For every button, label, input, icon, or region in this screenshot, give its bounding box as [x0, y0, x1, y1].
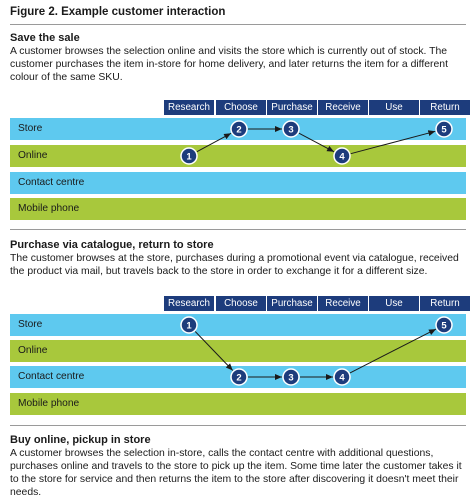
flow-arrow: [197, 133, 231, 151]
stage-choose: Choose: [216, 100, 266, 115]
step-number: 5: [441, 124, 447, 136]
step-number: 2: [236, 372, 242, 384]
stage-use: Use: [369, 296, 419, 311]
scenario-1-lane-contact-centre: Contact centre: [10, 172, 466, 194]
flow-arrow: [350, 329, 436, 373]
stage-receive: Receive: [318, 100, 368, 115]
figure-title: Figure 2. Example customer interaction: [10, 6, 226, 18]
step-number: 3: [288, 124, 294, 136]
scenario-1-lane-online: Online: [10, 145, 466, 167]
stage-receive: Receive: [318, 296, 368, 311]
scenario-3-title: Buy online, pickup in store: [10, 434, 151, 446]
stage-return: Return: [420, 296, 470, 311]
scenario-2-lane-mobile-phone: Mobile phone: [10, 393, 466, 415]
flow-arrow: [299, 133, 334, 152]
stage-choose: Choose: [216, 296, 266, 311]
scenario-1-title: Save the sale: [10, 32, 80, 44]
step-number: 3: [288, 372, 294, 384]
flow-arrow: [195, 331, 233, 370]
scenario-2-description: The customer browses at the store, purchases during a promotional event via catalogue, received the product via mail, but travels back to the store in order to exchange it for a different size.: [10, 253, 459, 277]
stage-return: Return: [420, 100, 470, 115]
section-divider: [10, 229, 466, 230]
scenario-2-lane-contact-centre: Contact centre: [10, 366, 466, 388]
step-number: 4: [339, 151, 345, 163]
scenario-2-lane-online: Online: [10, 340, 466, 362]
scenario-2-title: Purchase via catalogue, return to store: [10, 239, 214, 251]
stage-research: Research: [164, 296, 214, 311]
flow-arrow: [351, 131, 436, 153]
scenario-2-journey-flow: [0, 296, 476, 426]
stage-purchase: Purchase: [267, 100, 317, 115]
step-number: 1: [186, 151, 192, 163]
stage-purchase: Purchase: [267, 296, 317, 311]
step-number: 4: [339, 372, 345, 384]
stage-research: Research: [164, 100, 214, 115]
scenario-1-lane-mobile-phone: Mobile phone: [10, 198, 466, 220]
stage-use: Use: [369, 100, 419, 115]
scenario-1-journey-flow: [0, 100, 476, 230]
step-number: 2: [236, 124, 242, 136]
step-number: 1: [186, 320, 192, 332]
step-number: 5: [441, 320, 447, 332]
title-divider: [10, 24, 466, 25]
section-divider: [10, 425, 466, 426]
scenario-3-description: A customer browses the selection in-store, calls the contact centre with additional questions, purchases online and travels to the store to pick up the item. Some time later the customer takes it to the store for service and then returns the item to the store after discovering it doesn't meet their needs.: [10, 448, 462, 498]
scenario-1-lane-store: Store: [10, 118, 466, 140]
scenario-2-lane-store: Store: [10, 314, 466, 336]
scenario-1-description: A customer browses the selection online and visits the store which is currently out of stock. The customer purchases the item in-store for home delivery, and later returns the item for a different colour of the same SKU.: [10, 46, 448, 83]
